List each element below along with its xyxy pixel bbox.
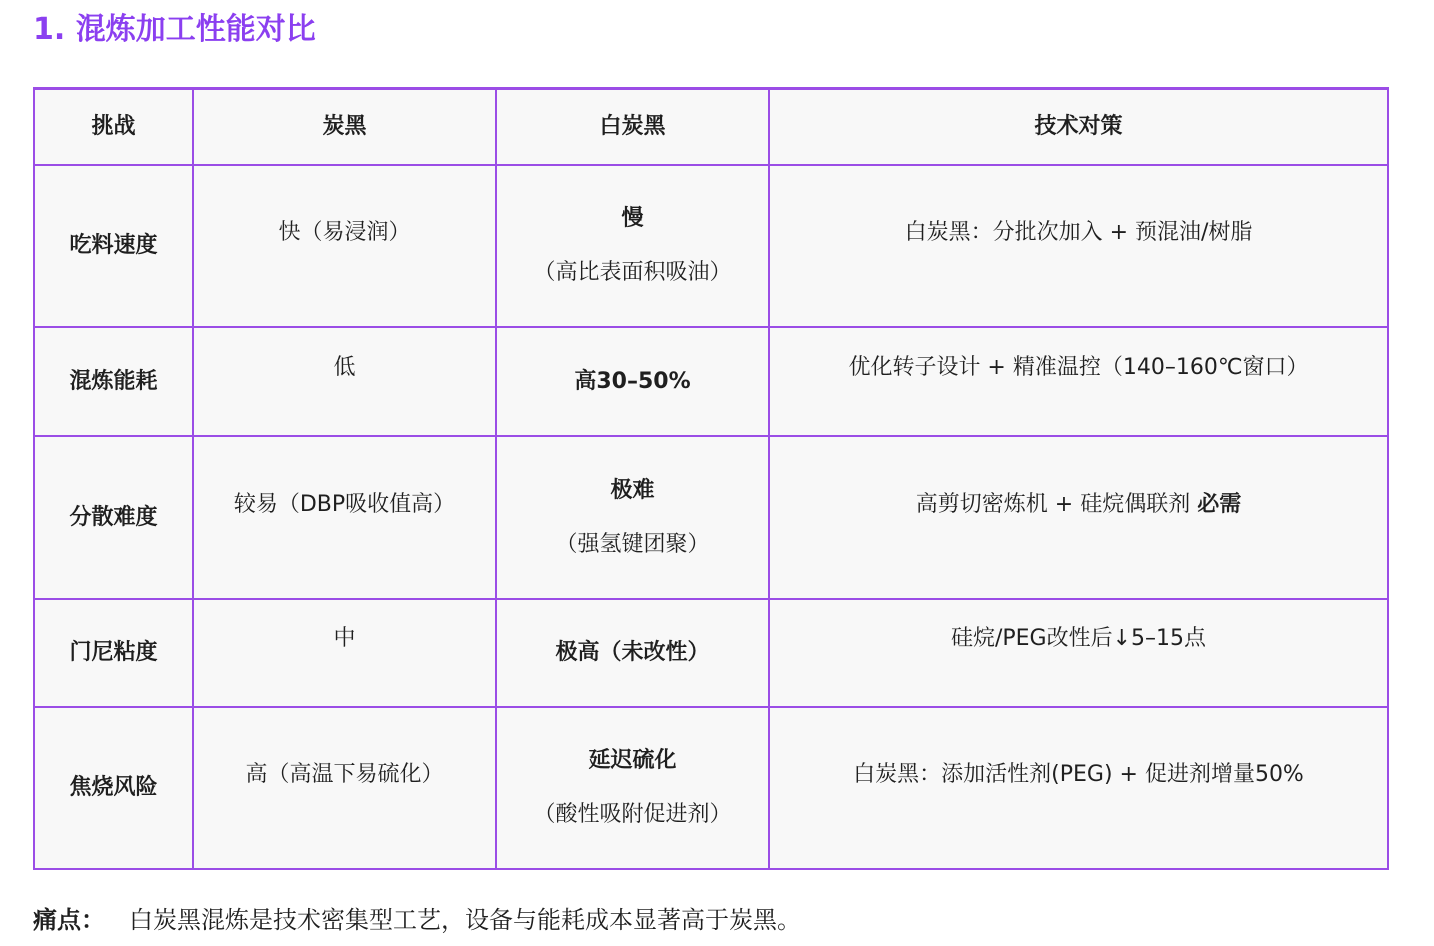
strategy-text: 高剪切密炼机 + 硅烷偶联剂 必需: [915, 491, 1242, 517]
table-row: [34, 165, 1388, 327]
row-carbon-black: [193, 436, 496, 599]
pain-point-label: 痛点：: [33, 906, 105, 934]
row-strategy: [769, 436, 1388, 599]
silica-note: （高比表面积吸油）: [533, 260, 732, 285]
table-row: [34, 436, 1388, 599]
row-strategy: [769, 707, 1388, 869]
strategy-text: 优化转子设计 + 精准温控（140–160℃窗口）: [848, 354, 1309, 380]
table-header-row: [34, 89, 1388, 166]
comparison-table-wrapper: [33, 87, 1387, 870]
header-silica: 白炭黑: [496, 89, 769, 166]
carbon-black-value: 中: [333, 626, 356, 651]
row-challenge: 焦烧风险: [34, 707, 193, 869]
header-strategy: 技术对策: [769, 89, 1388, 166]
silica-main: 延迟硫化: [588, 748, 677, 773]
row-silica: [496, 707, 769, 869]
silica-main: 慢: [621, 206, 644, 231]
silica-note: （强氢键团聚）: [555, 531, 710, 557]
row-silica: [496, 327, 769, 436]
row-challenge: 门尼粘度: [34, 599, 193, 707]
row-challenge: 混炼能耗: [34, 327, 193, 436]
row-silica: [496, 599, 769, 707]
carbon-black-value: 低: [333, 354, 356, 380]
pain-point-text: 白炭黑混炼是技术密集型工艺，设备与能耗成本显著高于炭黑。: [129, 906, 801, 934]
silica-note: （酸性吸附促进剂）: [533, 802, 732, 827]
silica-main: 高30–50%: [574, 368, 691, 394]
row-strategy: [769, 165, 1388, 327]
strategy-text: 白炭黑：添加活性剂(PEG) + 促进剂增量50%: [853, 762, 1304, 787]
silica-main: 极难: [610, 477, 655, 503]
row-carbon-black: [193, 327, 496, 436]
table-row: [34, 327, 1388, 436]
carbon-black-value: 较易（DBP吸收值高）: [233, 491, 456, 517]
row-carbon-black: [193, 165, 496, 327]
row-silica: [496, 436, 769, 599]
row-challenge: 吃料速度: [34, 165, 193, 327]
row-carbon-black: [193, 707, 496, 869]
row-strategy: [769, 327, 1388, 436]
strategy-text: 白炭黑：分批次加入 + 预混油/树脂: [904, 220, 1253, 245]
row-challenge: 分散难度: [34, 436, 193, 599]
table-row: [34, 599, 1388, 707]
section-heading: 1. 混炼加工性能对比: [33, 12, 316, 47]
row-strategy: [769, 599, 1388, 707]
table-row: [34, 707, 1388, 869]
carbon-black-value: 高（高温下易硫化）: [245, 762, 444, 787]
silica-main: 极高（未改性）: [555, 640, 710, 665]
pain-point-note: [33, 902, 801, 938]
row-carbon-black: [193, 599, 496, 707]
header-challenge: 挑战: [34, 89, 193, 166]
header-carbon-black: 炭黑: [193, 89, 496, 166]
strategy-text: 硅烷/PEG改性后↓5–15点: [950, 626, 1207, 651]
comparison-table: [33, 87, 1389, 870]
carbon-black-value: 快（易浸润）: [278, 220, 411, 245]
row-silica: [496, 165, 769, 327]
